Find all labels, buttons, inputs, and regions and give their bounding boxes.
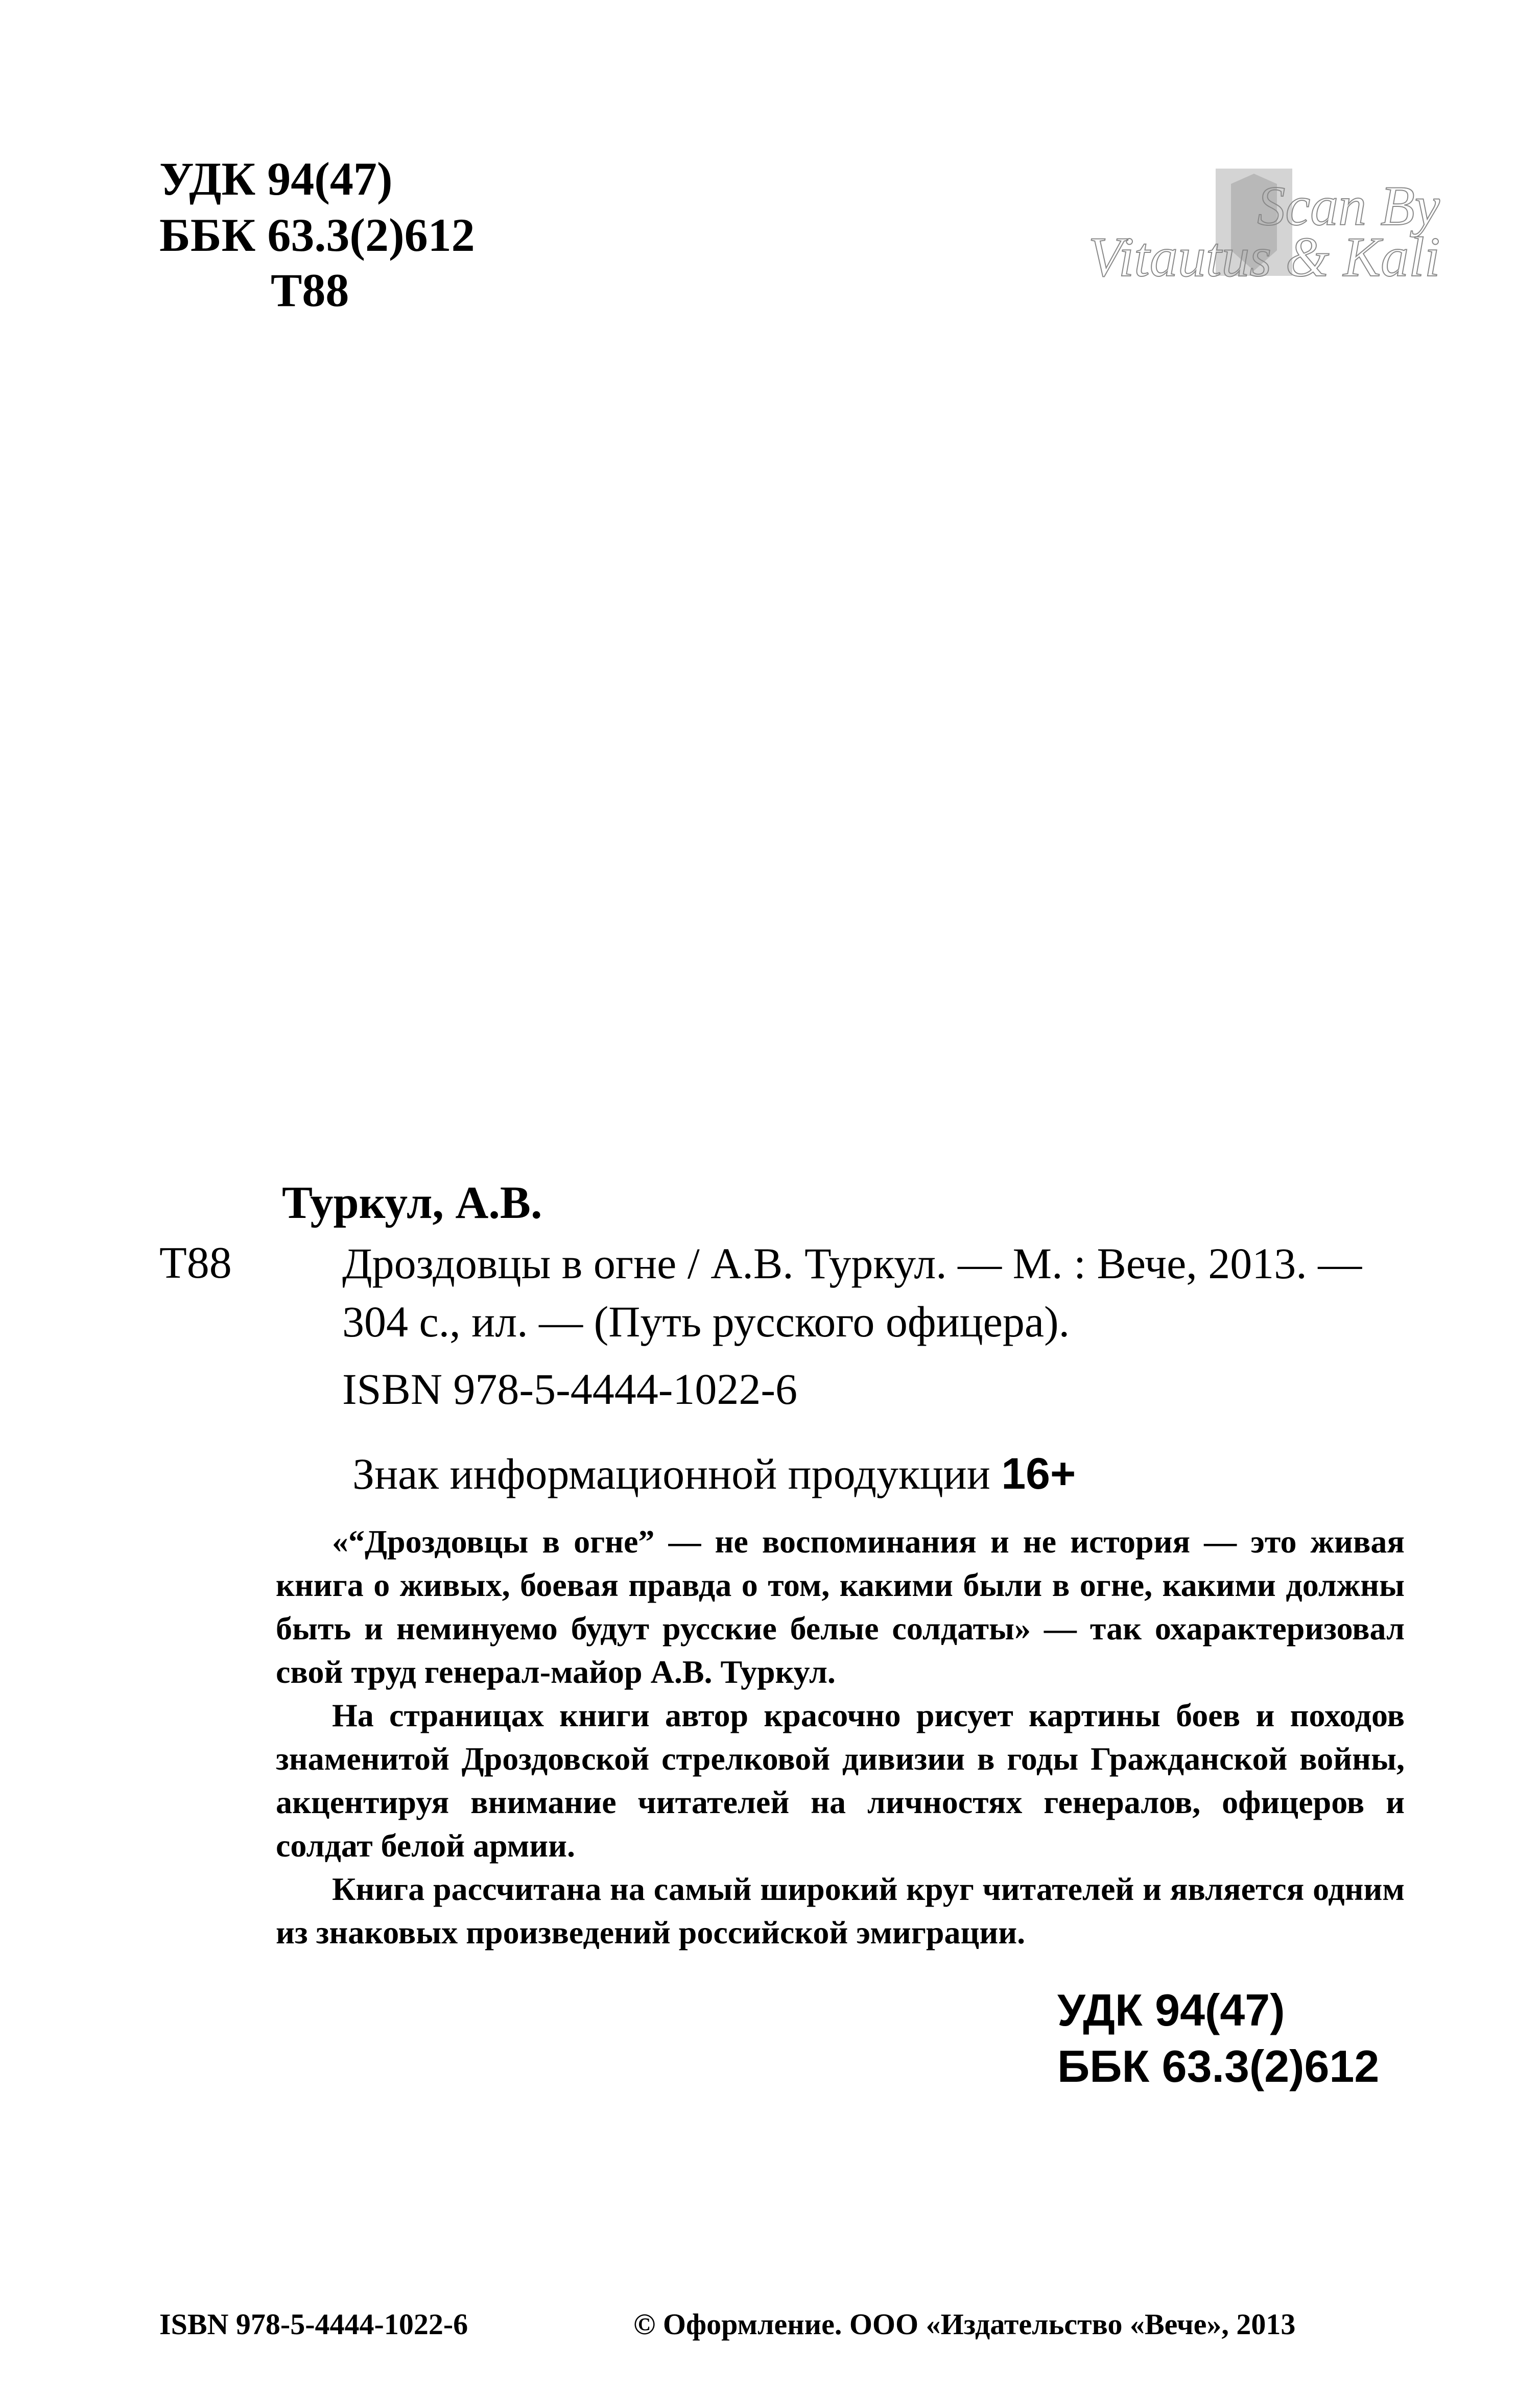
top-udc-code: УДК 94(47): [159, 153, 393, 205]
bottom-udc-code: УДК 94(47): [1057, 1985, 1285, 2035]
footer-isbn: ISBN 978-5-4444-1022-6: [159, 2308, 468, 2341]
annotation-paragraph: «“Дроздовцы в огне” — не воспоминания и не история — это живая книга о живых, боевая правда о том, какими были в огне, какими должны быть и неминуемо будут русские белые солдаты» — так охарактеризовал свой труд генерал-майор А.В. Туркул.: [276, 1523, 1405, 1690]
entry-pages-series-line: 304 с., ил. — (Путь русского офицера).: [342, 1297, 1070, 1346]
watermark-logo-icon: [1062, 148, 1466, 301]
entry-author-code: Т88: [159, 1238, 232, 1288]
watermark-line1: Scan By: [1257, 175, 1440, 237]
footer-copyright: © Оформление. ООО «Издательство «Вече», 2013: [633, 2308, 1296, 2341]
bottom-bbk-code: ББК 63.3(2)612: [1057, 2041, 1380, 2092]
top-author-code: Т88: [271, 264, 349, 316]
watermark-line2: Vitautus & Kali: [1088, 226, 1440, 288]
scan-watermark: [1062, 148, 1466, 301]
annotation-paragraph: Книга рассчитана на самый широкий круг читателей и является одним из знаковых произведений российской эмиграции.: [276, 1871, 1405, 1951]
info-sign-label: Знак информационной продукции: [352, 1449, 990, 1498]
info-product-sign: [352, 1446, 1076, 1502]
entry-author: Туркул, А.В.: [282, 1178, 542, 1228]
entry-isbn: ISBN 978-5-4444-1022-6: [342, 1365, 797, 1414]
annotation-paragraph: На страницах книги автор красочно рисует картины боев и походов знаменитой Дроздовской стрелковой дивизии в годы Гражданской войны, акцентируя внимание читателей на личностях генералов, офицеров и солдат белой армии.: [276, 1697, 1405, 1864]
top-bbk-code: ББК 63.3(2)612: [159, 209, 475, 261]
book-annotation: [276, 1520, 1405, 1954]
age-rating: 16+: [1001, 1449, 1076, 1498]
entry-title-line: Дроздовцы в огне / А.В. Туркул. — М. : Вече, 2013. —: [342, 1239, 1362, 1288]
